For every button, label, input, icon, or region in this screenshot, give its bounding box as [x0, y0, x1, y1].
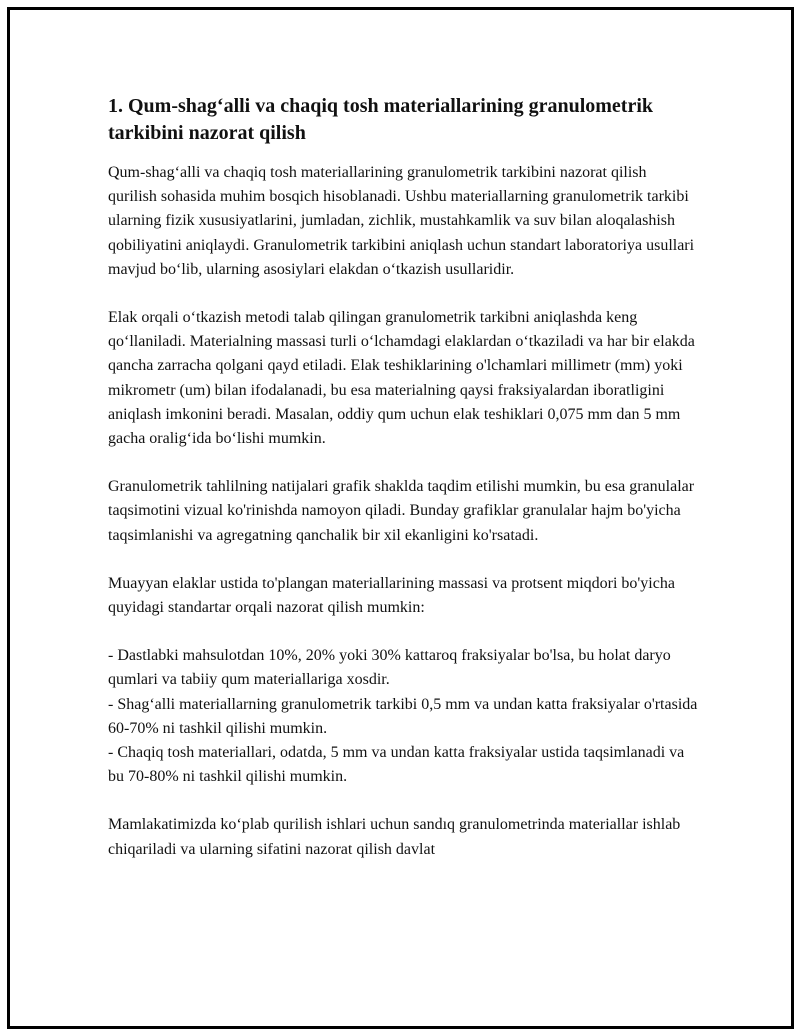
list-item-crushed-stone: - Chaqiq tosh materiallari, odatda, 5 mm va undan katta fraksiyalar ustida taqsimlanadi va bu 70-80% ni tashkil qilishi mumkin. [108, 744, 685, 786]
paragraph-standards-intro: Muayyan elaklar ustida to'plangan materiallarining massasi va protsent miqdori bo'yicha quyidagi standartar orqali nazorat qilish mumkin: [108, 574, 675, 617]
paragraph-intro: Qum-shag‘alli va chaqiq tosh materiallarining granulometrik tarkibini nazorat qilish qurilish sohasida muhim bosqich hisoblanadi. Ushbu materiallarning granulometrik tarkibi ularning fizik xususiyatlarini, jumladan, zichlik, mustahkamlik va suv bilan aloqalashish qobiliyatini aniqlaydi. Granulometrik tarkibini aniqlash uchun standart laboratoriya usullari mavjud bo‘lib, ularning asosiylari elakdan o‘tkazish usullaridir. [108, 164, 695, 278]
paragraph-graph-results: Granulometrik tahlilning natijalari grafik shaklda taqdim etilishi mumkin, bu esa granulalar taqsimotini vizual ko'rinishda namoyon qiladi. Bunday grafiklar granulalar hajm bo'yicha taqsimlanishi va agregatning qanchalik bir xil ekanligini ko'rsatadi. [108, 478, 695, 544]
list-item-river-sand: - Dastlabki mahsulotdan 10%, 20% yoki 30% kattaroq fraksiyalar bo'lsa, bu holat daryo qumlari va tabiiy qum materiallariga xosdir. [108, 647, 671, 689]
paragraph-gap [108, 548, 698, 572]
paragraph-gap [108, 282, 698, 306]
paragraph-gap [108, 789, 698, 813]
list-item-gravel: - Shag‘alli materiallarning granulometrik tarkibi 0,5 mm va undan katta fraksiyalar o'rtasida 60-70% ni tashkil qilishi mumkin. [108, 695, 698, 737]
paragraph-sieve-method: Elak orqali o‘tkazish metodi talab qilingan granulometrik tarkibni aniqlashda keng qo‘llaniladi. Materialning massasi turli o‘lchamdagi elaklardan o‘tkaziladi va har bir elakda qancha zarracha qolgani qayd etiladi. Elak teshiklarining o'lchamlari millimetr (mm) yoki mikrometr (um) bilan ifodalanadi, bu esa materialning qaysi fraksiyalardan iboratligini aniqlash imkonini beradi. Masalan, oddiy qum uchun elak teshiklari 0,075 mm dan 5 mm gacha oralig‘ida bo‘lishi mumkin. [108, 309, 695, 448]
section-title: 1. Qum-shag‘alli va chaqiq tosh materiallarining granulometrik tarkibini nazorat qilish [108, 95, 654, 144]
paragraph-closing: Mamlakatimizda ko‘plab qurilish ishlari uchun sandıq granulometrinda materiallar ishlab chiqariladi va ularning sifatini nazorat qilish davlat [108, 816, 681, 858]
document-body [108, 93, 698, 862]
paragraph-gap [108, 620, 698, 644]
paragraph-gap [108, 451, 698, 475]
